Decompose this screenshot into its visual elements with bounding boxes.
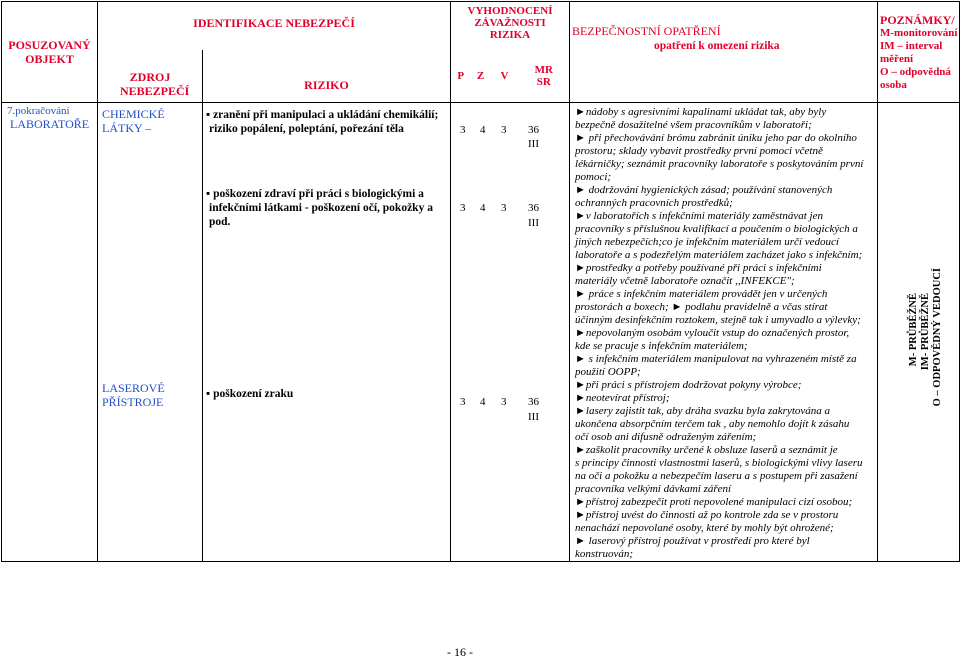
- measure-line: ►přístroj zabezpečit proti nepovolené manipulaci cizí osobou;: [575, 495, 853, 508]
- source-laserove: LASEROVÉ PŘÍSTROJE: [102, 380, 165, 409]
- measures-cell: [570, 102, 878, 561]
- note-m: M- PRŮBĚŽNĚ: [908, 292, 920, 366]
- eval-1-v: 3: [501, 123, 507, 136]
- measure-line: ►prostředky a potřeby používané při práci s infekčními: [575, 261, 822, 274]
- note-odpovedny: O – ODPOVĚDNÝ VEDOUCÍ: [932, 267, 944, 406]
- measure-line: účinným desinfekčním roztokem, stejně tak i umyvadlo a výlevky;: [575, 313, 861, 326]
- measure-line: laboratoře a s podezřelým materiálem zacházet jako s infekčním;: [575, 248, 863, 261]
- measure-line: pomoci;: [575, 170, 612, 183]
- measure-line: ►nepovolaným osobám vyloučit vstup do označených prostor,: [575, 326, 850, 339]
- measure-line: konstruován;: [575, 547, 634, 560]
- notes-cell: [878, 102, 960, 561]
- header-identifikace: IDENTIFIKACE NEBEZPEČÍ: [98, 2, 451, 51]
- measure-line: ►přístroj uvést do činnosti až po kontrole zda se v prostoru: [575, 508, 839, 521]
- measure-line: očí osob ani difusně odraženým zářením;: [575, 430, 757, 443]
- measure-line: ►neotevírat přístroj;: [575, 391, 670, 404]
- header-mr-sr: MR SR: [519, 50, 570, 102]
- risk-item-1: ▪ zranění při manipulaci a ukládání chemikálií; riziko popálení, poleptání, pořezání těla: [206, 108, 438, 136]
- header-riziko: RIZIKO: [203, 50, 451, 102]
- header-vyhodnoceni: VYHODNOCENÍ ZÁVAŽNOSTI RIZIKA: [451, 2, 570, 51]
- eval-2-v: 3: [501, 201, 507, 214]
- source-cell: [98, 102, 203, 561]
- eval-1-p: 3: [460, 123, 466, 136]
- measure-line: ►nádoby s agresivními kapalinami ukládat tak, aby byly: [575, 105, 827, 118]
- measure-line: použití OOPP;: [575, 365, 641, 378]
- measure-line: ► laserový přístroj používat v prostředí pro které byl: [575, 534, 810, 547]
- objekt-cell: [2, 102, 98, 561]
- header-objekt: POSUZOVANÝ OBJEKT: [2, 2, 98, 103]
- risk-item-2: ▪ poškození zdraví při práci s biologickými a infekčními látkami - poškození očí, pokožky a pod.: [206, 187, 433, 229]
- header-v: V: [491, 50, 519, 102]
- page-number: - 16 -: [447, 645, 473, 659]
- opatreni-subtitle: opatření k omezení rizika: [654, 40, 780, 52]
- evaluation-cell: [451, 102, 570, 561]
- header-p: P: [451, 50, 471, 102]
- risk-table: [1, 1, 960, 562]
- measure-line: ukončena absorpčním terčem tak , aby nemohlo dojít k zásahu: [575, 417, 850, 430]
- eval-3-sr: III: [528, 410, 540, 423]
- eval-1-mr: 36: [528, 123, 540, 136]
- opatreni-title: BEZPEČNOSTNÍ OPATŘENÍ: [572, 24, 721, 38]
- eval-3-z: 4: [480, 395, 486, 408]
- header-opatreni: [570, 2, 878, 51]
- eval-2-sr: III: [528, 216, 540, 229]
- measure-line: s principy činnosti vlastnostmi laserů, s biologickými vlivy laseru: [575, 456, 863, 469]
- measure-line: ► práce s infekčním materiálem provádět jen v určených: [575, 287, 828, 300]
- measure-line: prostorách a boxech; ► podlahu pravidelně a včas stírat: [575, 300, 828, 313]
- measure-line: ►při práci s přístrojem dodržovat pokyny výrobce;: [575, 378, 802, 391]
- measure-line: ►zaškolit pracovníky určené k obsluze laserů a seznámit je: [575, 443, 838, 456]
- measure-line: lékárničky; seznámit pracovníky laboratoře s poskytováním první: [575, 157, 864, 170]
- measure-line: nenachází nepovolané osoby, které by mohly být ohrožené;: [575, 521, 834, 534]
- eval-3-p: 3: [460, 395, 466, 408]
- eval-1-z: 4: [480, 123, 486, 136]
- measure-line: prostoru; sklady vybavit prostředky první pomoci včetně: [575, 144, 823, 157]
- eval-2-p: 3: [460, 201, 466, 214]
- measure-line: ► při přechovávání brómu zabránit úniku jeho par do okolního: [575, 131, 857, 144]
- note-im: IM- PRŮBĚŽNĚ: [920, 292, 932, 370]
- measure-line: ►lasery zajistit tak, aby dráha svazku byla zakrytována a: [575, 404, 831, 417]
- measure-line: kde se pracuje s infekčním materiálem;: [575, 339, 748, 352]
- measure-line: pracovníka velkými dávkami záření: [575, 482, 732, 495]
- source-chemicke: CHEMICKÉ LÁTKY –: [102, 106, 165, 135]
- header-z: Z: [471, 50, 491, 102]
- measure-line: ► s infekčním materiálem manipulovat na vyhrazeném místě za: [575, 352, 857, 365]
- header-opatreni-blank: [570, 50, 878, 102]
- eval-1-sr: III: [528, 137, 540, 150]
- eval-3-v: 3: [501, 395, 507, 408]
- measure-line: jiných nebezpečích;co je infekčním materiálem určí vedoucí: [575, 235, 839, 248]
- measure-line: bezpečně dosažitelné všem pracovníkům v laboratoři;: [575, 118, 812, 131]
- measure-line: na oči a pokožku a nebezpečím laseru a s postupem při zasažení: [575, 469, 858, 482]
- eval-2-z: 4: [480, 201, 486, 214]
- risk-item-3: ▪ poškození zraku: [206, 387, 293, 401]
- measure-line: ochranných pracovních prostředků;: [575, 196, 733, 209]
- risk-cell: [203, 102, 451, 561]
- header-poznamky: POZNÁMKY/ M-monitorování IM – interval měření O – odpovědná osoba: [878, 2, 960, 103]
- measure-line: materiály včetně laboratoře označit ,,INFEKCE";: [575, 274, 795, 287]
- measure-line: ► dodržování hygienických zásad; používání stanovených: [575, 183, 833, 196]
- objekt-name: LABORATOŘE: [10, 116, 90, 131]
- eval-3-mr: 36: [528, 395, 540, 408]
- eval-2-mr: 36: [528, 201, 540, 214]
- objekt-continuation: 7.pokračování: [7, 104, 70, 117]
- header-zdroj: ZDROJ NEBEZPEČÍ: [98, 50, 203, 102]
- measure-line: ►v laboratořích s infekčními materiály zaměstnávat jen: [575, 209, 823, 222]
- measure-line: pracovníky s příslušnou kvalifikací a poučením o biologických a: [575, 222, 858, 235]
- measures-list: [570, 103, 877, 561]
